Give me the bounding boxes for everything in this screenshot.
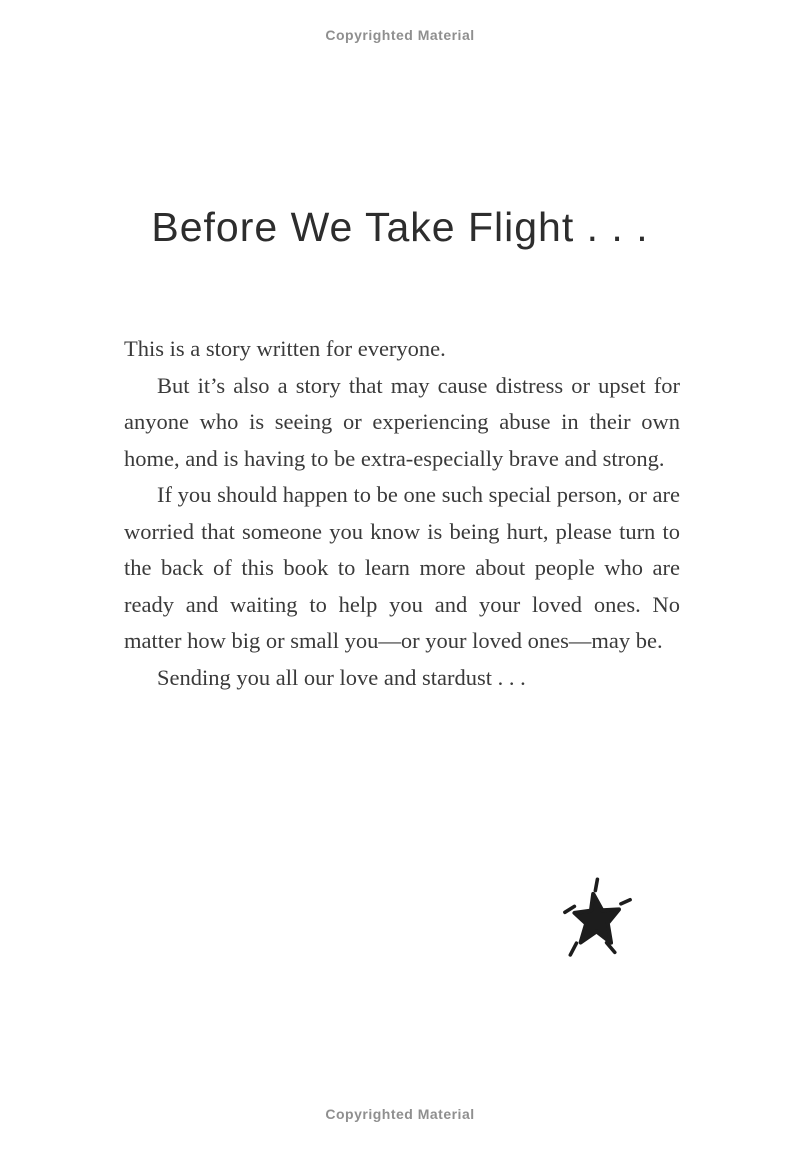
body-text — [124, 331, 680, 696]
paragraph: If you should happen to be one such special person, or are worried that someone you know is being hurt, please turn to the back of this book to learn more about people who are ready and waiting to help you and your loved ones. No matter how big or small you—or your loved ones—may be. — [124, 482, 680, 653]
stardust-star-icon — [556, 864, 648, 960]
copyright-notice-top: Copyrighted Material — [325, 27, 475, 43]
copyright-notice-bottom: Copyrighted Material — [325, 1106, 475, 1122]
paragraph-closing: Sending you all our love and stardust . . . — [157, 664, 526, 690]
paragraph-opening: This is a story written for everyone. — [124, 336, 446, 361]
paragraph: But it’s also a story that may cause distress or upset for anyone who is seeing or experiencing abuse in their own home, and is having to be extra-especially brave and strong. — [124, 372, 680, 471]
chapter-title: Before We Take Flight . . . — [151, 204, 649, 250]
